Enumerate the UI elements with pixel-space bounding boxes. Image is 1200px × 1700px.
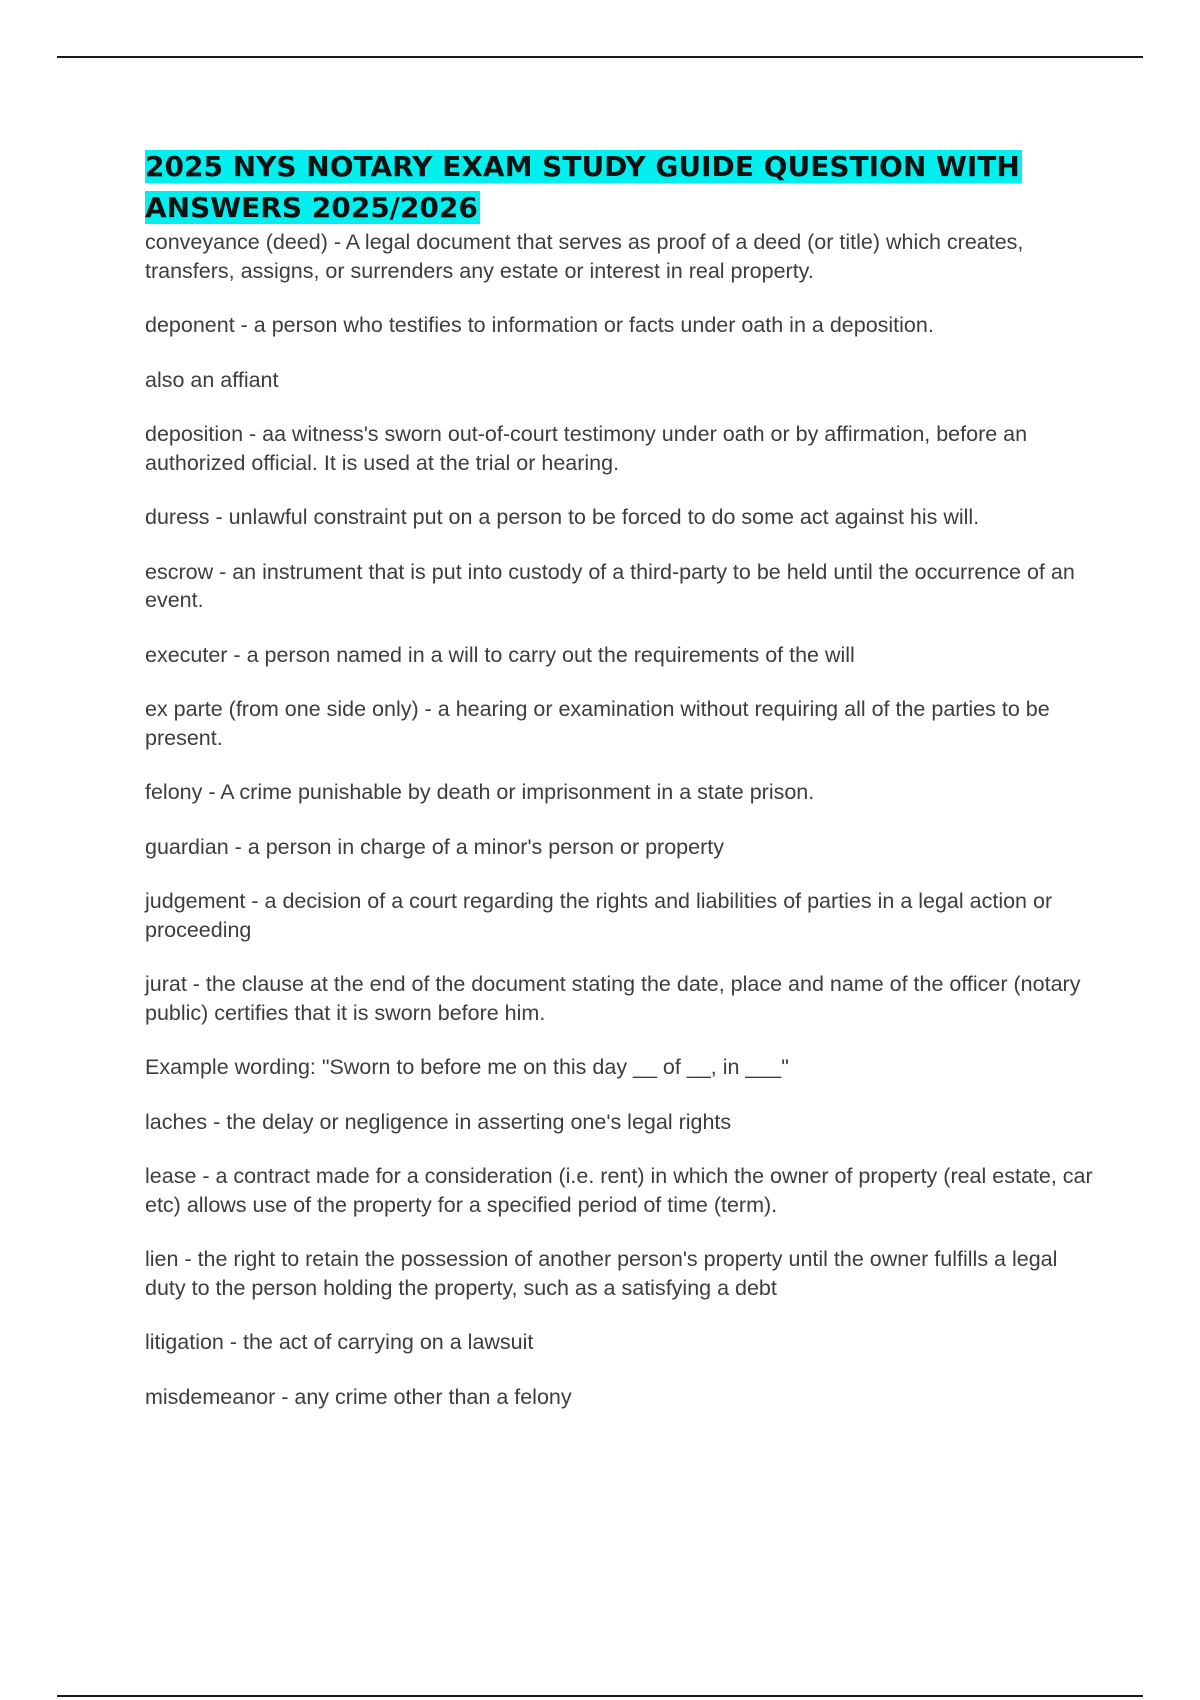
glossary-entry: ex parte (from one side only) - a hearing or examination without requiring all of the parties to be present. <box>145 697 1050 750</box>
glossary-entry: conveyance (deed) - A legal document that serves as proof of a deed (or title) which creates, transfers, assigns, or surrenders any estate or interest in real property. <box>145 230 1024 283</box>
glossary-entry: jurat - the clause at the end of the document stating the date, place and name of the officer (notary public) certifies that it is sworn before him. <box>145 972 1081 1025</box>
glossary-entry: duress - unlawful constraint put on a person to be forced to do some act against his will. <box>145 505 980 529</box>
glossary-list <box>145 228 1095 1411</box>
document-title <box>145 146 1095 228</box>
title-highlight: 2025 NYS NOTARY EXAM STUDY GUIDE QUESTION WITH ANSWERS 2025/2026 <box>145 150 1020 224</box>
glossary-entry: lien - the right to retain the possession of another person's property until the owner fulfills a legal duty to the person holding the property, such as a satisfying a debt <box>145 1247 1058 1300</box>
glossary-entry: laches - the delay or negligence in asserting one's legal rights <box>145 1109 732 1134</box>
top-divider <box>57 56 1143 58</box>
glossary-entry: judgement - a decision of a court regarding the rights and liabilities of parties in a legal action or proceeding <box>145 889 1053 942</box>
glossary-entry: guardian - a person in charge of a minor's person or property <box>145 834 724 859</box>
glossary-entry: misdemeanor - any crime other than a felony <box>145 1384 572 1409</box>
glossary-entry: escrow - an instrument that is put into custody of a third-party to be held until the occurrence of an event. <box>145 559 1075 612</box>
glossary-entry: deposition - aa witness's sworn out-of-court testimony under oath or by affirmation, before an authorized official. It is used at the trial or hearing. <box>145 422 1028 475</box>
glossary-entry: deponent - a person who testifies to information or facts under oath in a deposition. <box>145 313 934 337</box>
glossary-entry: also an affiant <box>145 367 279 392</box>
glossary-entry: felony - A crime punishable by death or imprisonment in a state prison. <box>145 780 815 804</box>
glossary-entry: Example wording: "Sworn to before me on this day __ of __, in ___" <box>145 1055 789 1079</box>
document-body <box>145 146 1095 1437</box>
bottom-divider <box>57 1695 1143 1697</box>
glossary-entry: executer - a person named in a will to carry out the requirements of the will <box>145 642 855 667</box>
glossary-entry: litigation - the act of carrying on a lawsuit <box>145 1330 534 1354</box>
glossary-entry: lease - a contract made for a consideration (i.e. rent) in which the owner of property (real estate, car etc) allows use of the property for a specified period of time (term). <box>145 1164 1093 1217</box>
